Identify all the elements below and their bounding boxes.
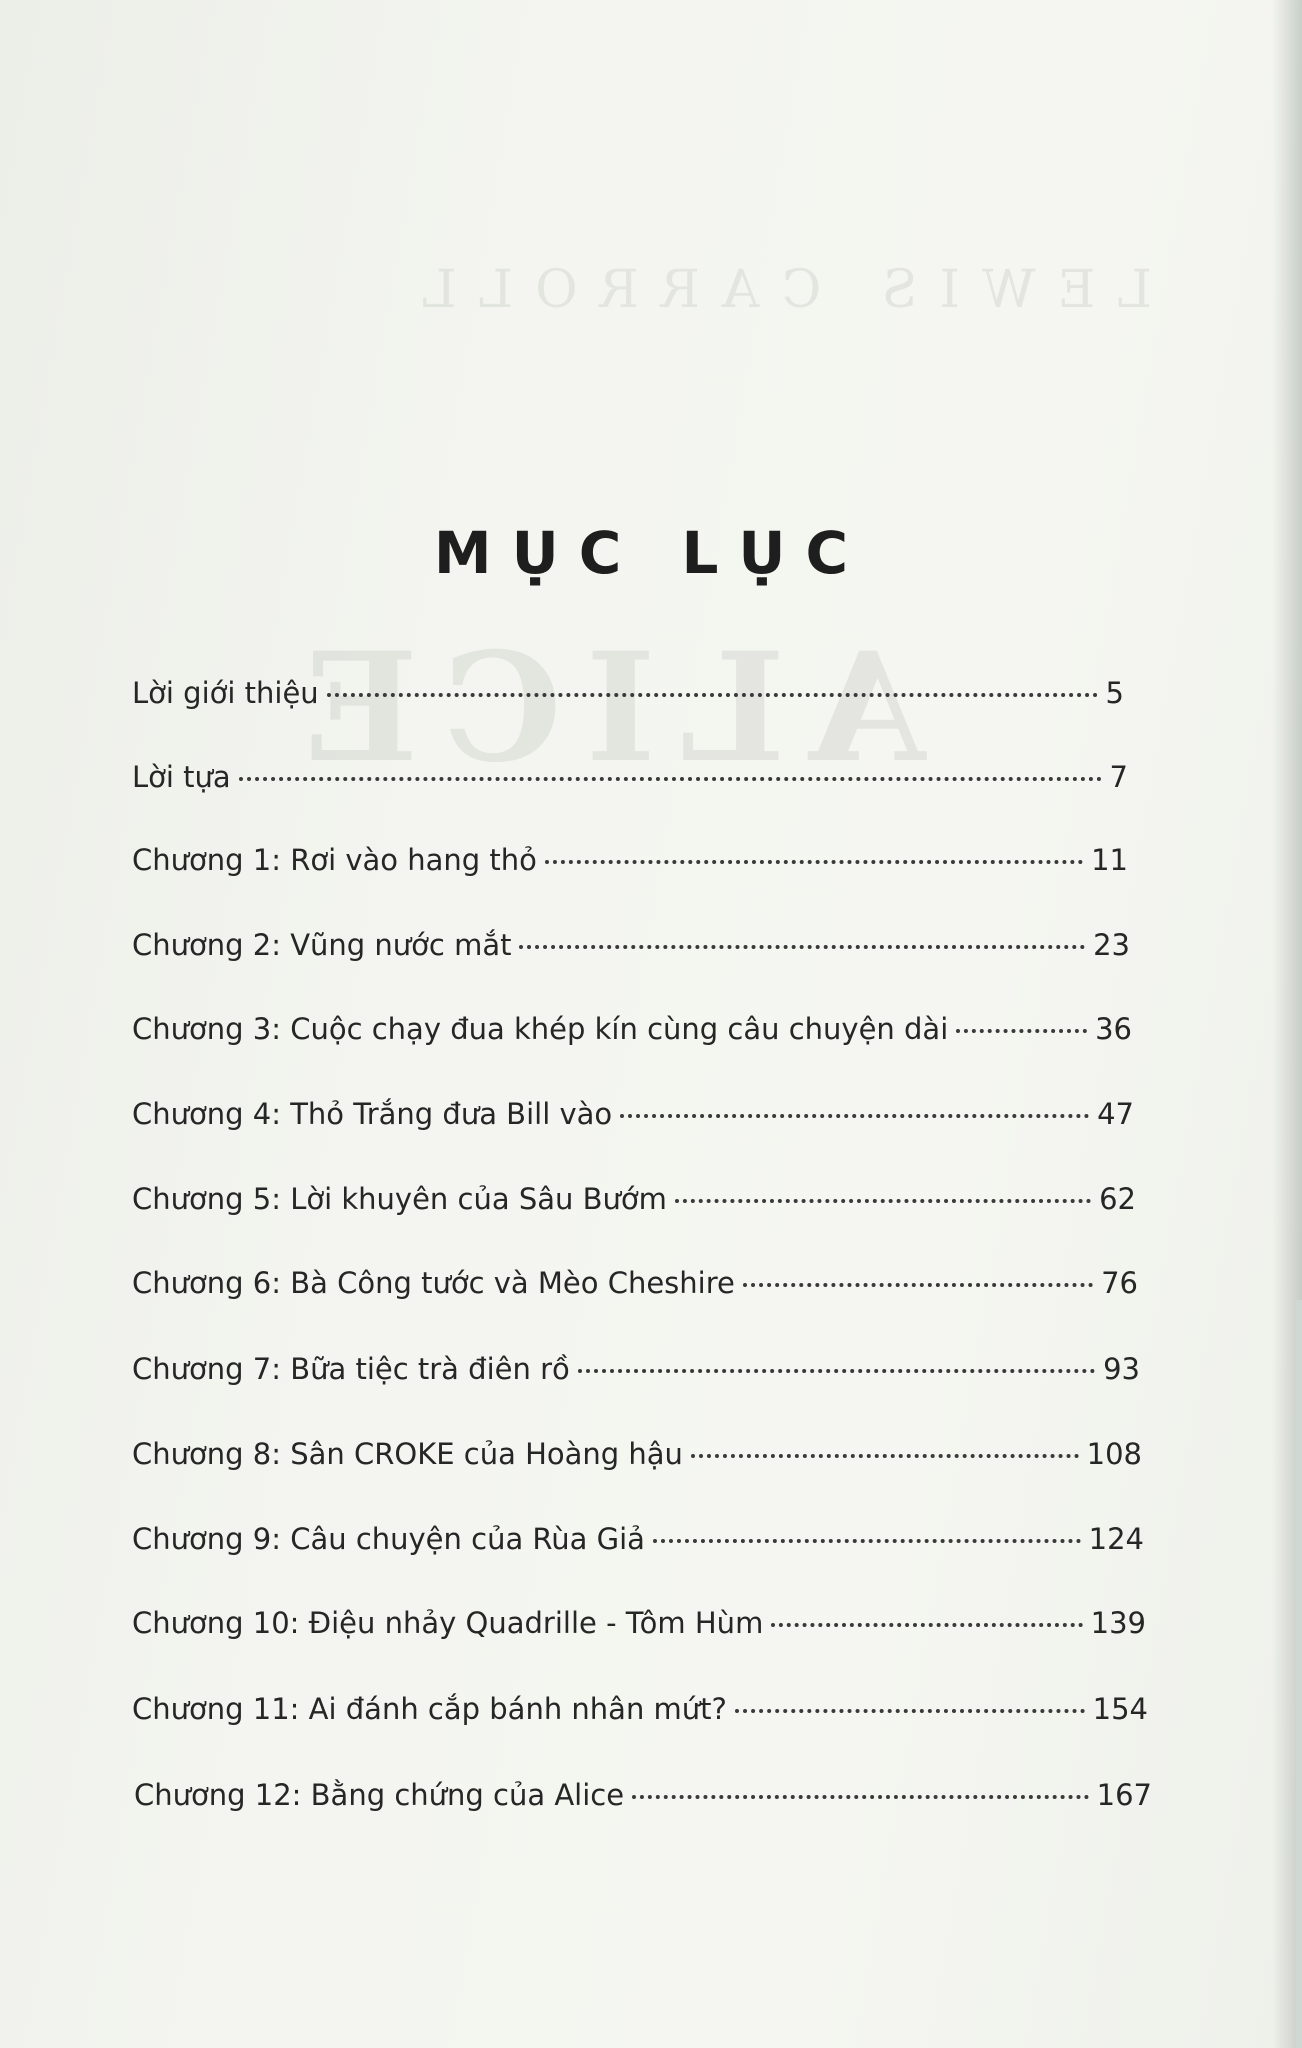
toc-entry-label: Chương 6: Bà Công tước và Mèo Cheshire — [132, 1266, 735, 1300]
toc-entry[interactable] — [132, 760, 1128, 810]
toc-entry-label: Chương 5: Lời khuyên của Sâu Bướm — [132, 1182, 667, 1216]
toc-dot-leader — [327, 693, 1098, 697]
toc-entry-label: Chương 12: Bằng chứng của Alice — [134, 1778, 625, 1812]
toc-entry-label: Chương 4: Thỏ Trắng đưa Bill vào — [132, 1097, 613, 1131]
toc-dot-leader — [632, 1795, 1089, 1799]
toc-entry-label: Chương 11: Ai đánh cắp bánh nhân mứt? — [132, 1692, 727, 1726]
page-title: MỤC LỤC — [433, 518, 869, 587]
toc-dot-leader — [620, 1114, 1089, 1118]
toc-entry-label: Chương 2: Vũng nước mắt — [132, 928, 512, 962]
toc-entry[interactable] — [132, 676, 1124, 726]
toc-dot-leader — [675, 1199, 1091, 1203]
toc-entry[interactable] — [132, 1522, 1144, 1572]
toc-dot-leader — [691, 1454, 1079, 1458]
toc-entry[interactable] — [132, 1097, 1134, 1147]
toc-entry-page: 36 — [1095, 1012, 1132, 1046]
toc-dot-leader — [735, 1709, 1085, 1713]
toc-dot-leader — [771, 1623, 1082, 1627]
toc-dot-leader — [743, 1283, 1093, 1287]
toc-entry[interactable] — [134, 1778, 1152, 1828]
toc-entry-page: 47 — [1097, 1097, 1134, 1131]
toc-entry-label: Chương 10: Điệu nhảy Quadrille - Tôm Hùm — [132, 1606, 764, 1640]
toc-entry-label: Chương 9: Câu chuyện của Rùa Giả — [132, 1522, 645, 1556]
toc-entry[interactable] — [132, 928, 1130, 978]
toc-entry-page: 76 — [1101, 1266, 1138, 1300]
toc-entry-page: 154 — [1092, 1692, 1148, 1726]
toc-entry-page: 11 — [1091, 843, 1128, 877]
toc-dot-leader — [545, 860, 1083, 864]
bleed-through-title: ALICE — [280, 620, 926, 796]
toc-entry-page: 5 — [1105, 676, 1124, 710]
toc-entry[interactable] — [132, 1606, 1146, 1656]
toc-entry-page: 108 — [1086, 1437, 1142, 1471]
toc-dot-leader — [239, 777, 1102, 781]
toc-entry[interactable] — [132, 1266, 1138, 1316]
toc-entry-label: Lời giới thiệu — [132, 676, 319, 710]
toc-dot-leader — [578, 1369, 1095, 1373]
toc-entry-label: Chương 1: Rơi vào hang thỏ — [132, 843, 537, 877]
toc-dot-leader — [653, 1539, 1081, 1543]
toc-entry[interactable] — [132, 1437, 1142, 1487]
toc-entry[interactable] — [132, 1692, 1148, 1742]
toc-entry-page: 139 — [1090, 1606, 1146, 1640]
toc-entry[interactable] — [132, 843, 1128, 893]
toc-dot-leader — [519, 945, 1085, 949]
toc-dot-leader — [956, 1029, 1087, 1033]
toc-entry[interactable] — [132, 1182, 1136, 1232]
toc-entry-page: 124 — [1088, 1522, 1144, 1556]
toc-entry-page: 7 — [1109, 760, 1128, 794]
toc-entry-page: 93 — [1103, 1352, 1140, 1386]
toc-entry-page: 23 — [1093, 928, 1130, 962]
toc-entry-label: Chương 3: Cuộc chạy đua khép kín cùng câu chuyện dài — [132, 1012, 949, 1046]
toc-entry-label: Lời tựa — [132, 760, 231, 794]
toc-entry-page: 62 — [1099, 1182, 1136, 1216]
toc-entry-page: 167 — [1096, 1778, 1152, 1812]
toc-entry-label: Chương 7: Bữa tiệc trà điên rồ — [132, 1352, 570, 1386]
toc-entry-label: Chương 8: Sân CROKE của Hoàng hậu — [132, 1437, 683, 1471]
toc-entry[interactable] — [132, 1352, 1140, 1402]
page-edge-strip — [1296, 1300, 1302, 2048]
toc-entry[interactable] — [132, 1012, 1132, 1062]
bleed-through-author: LEWIS CARROLL — [400, 260, 1152, 320]
